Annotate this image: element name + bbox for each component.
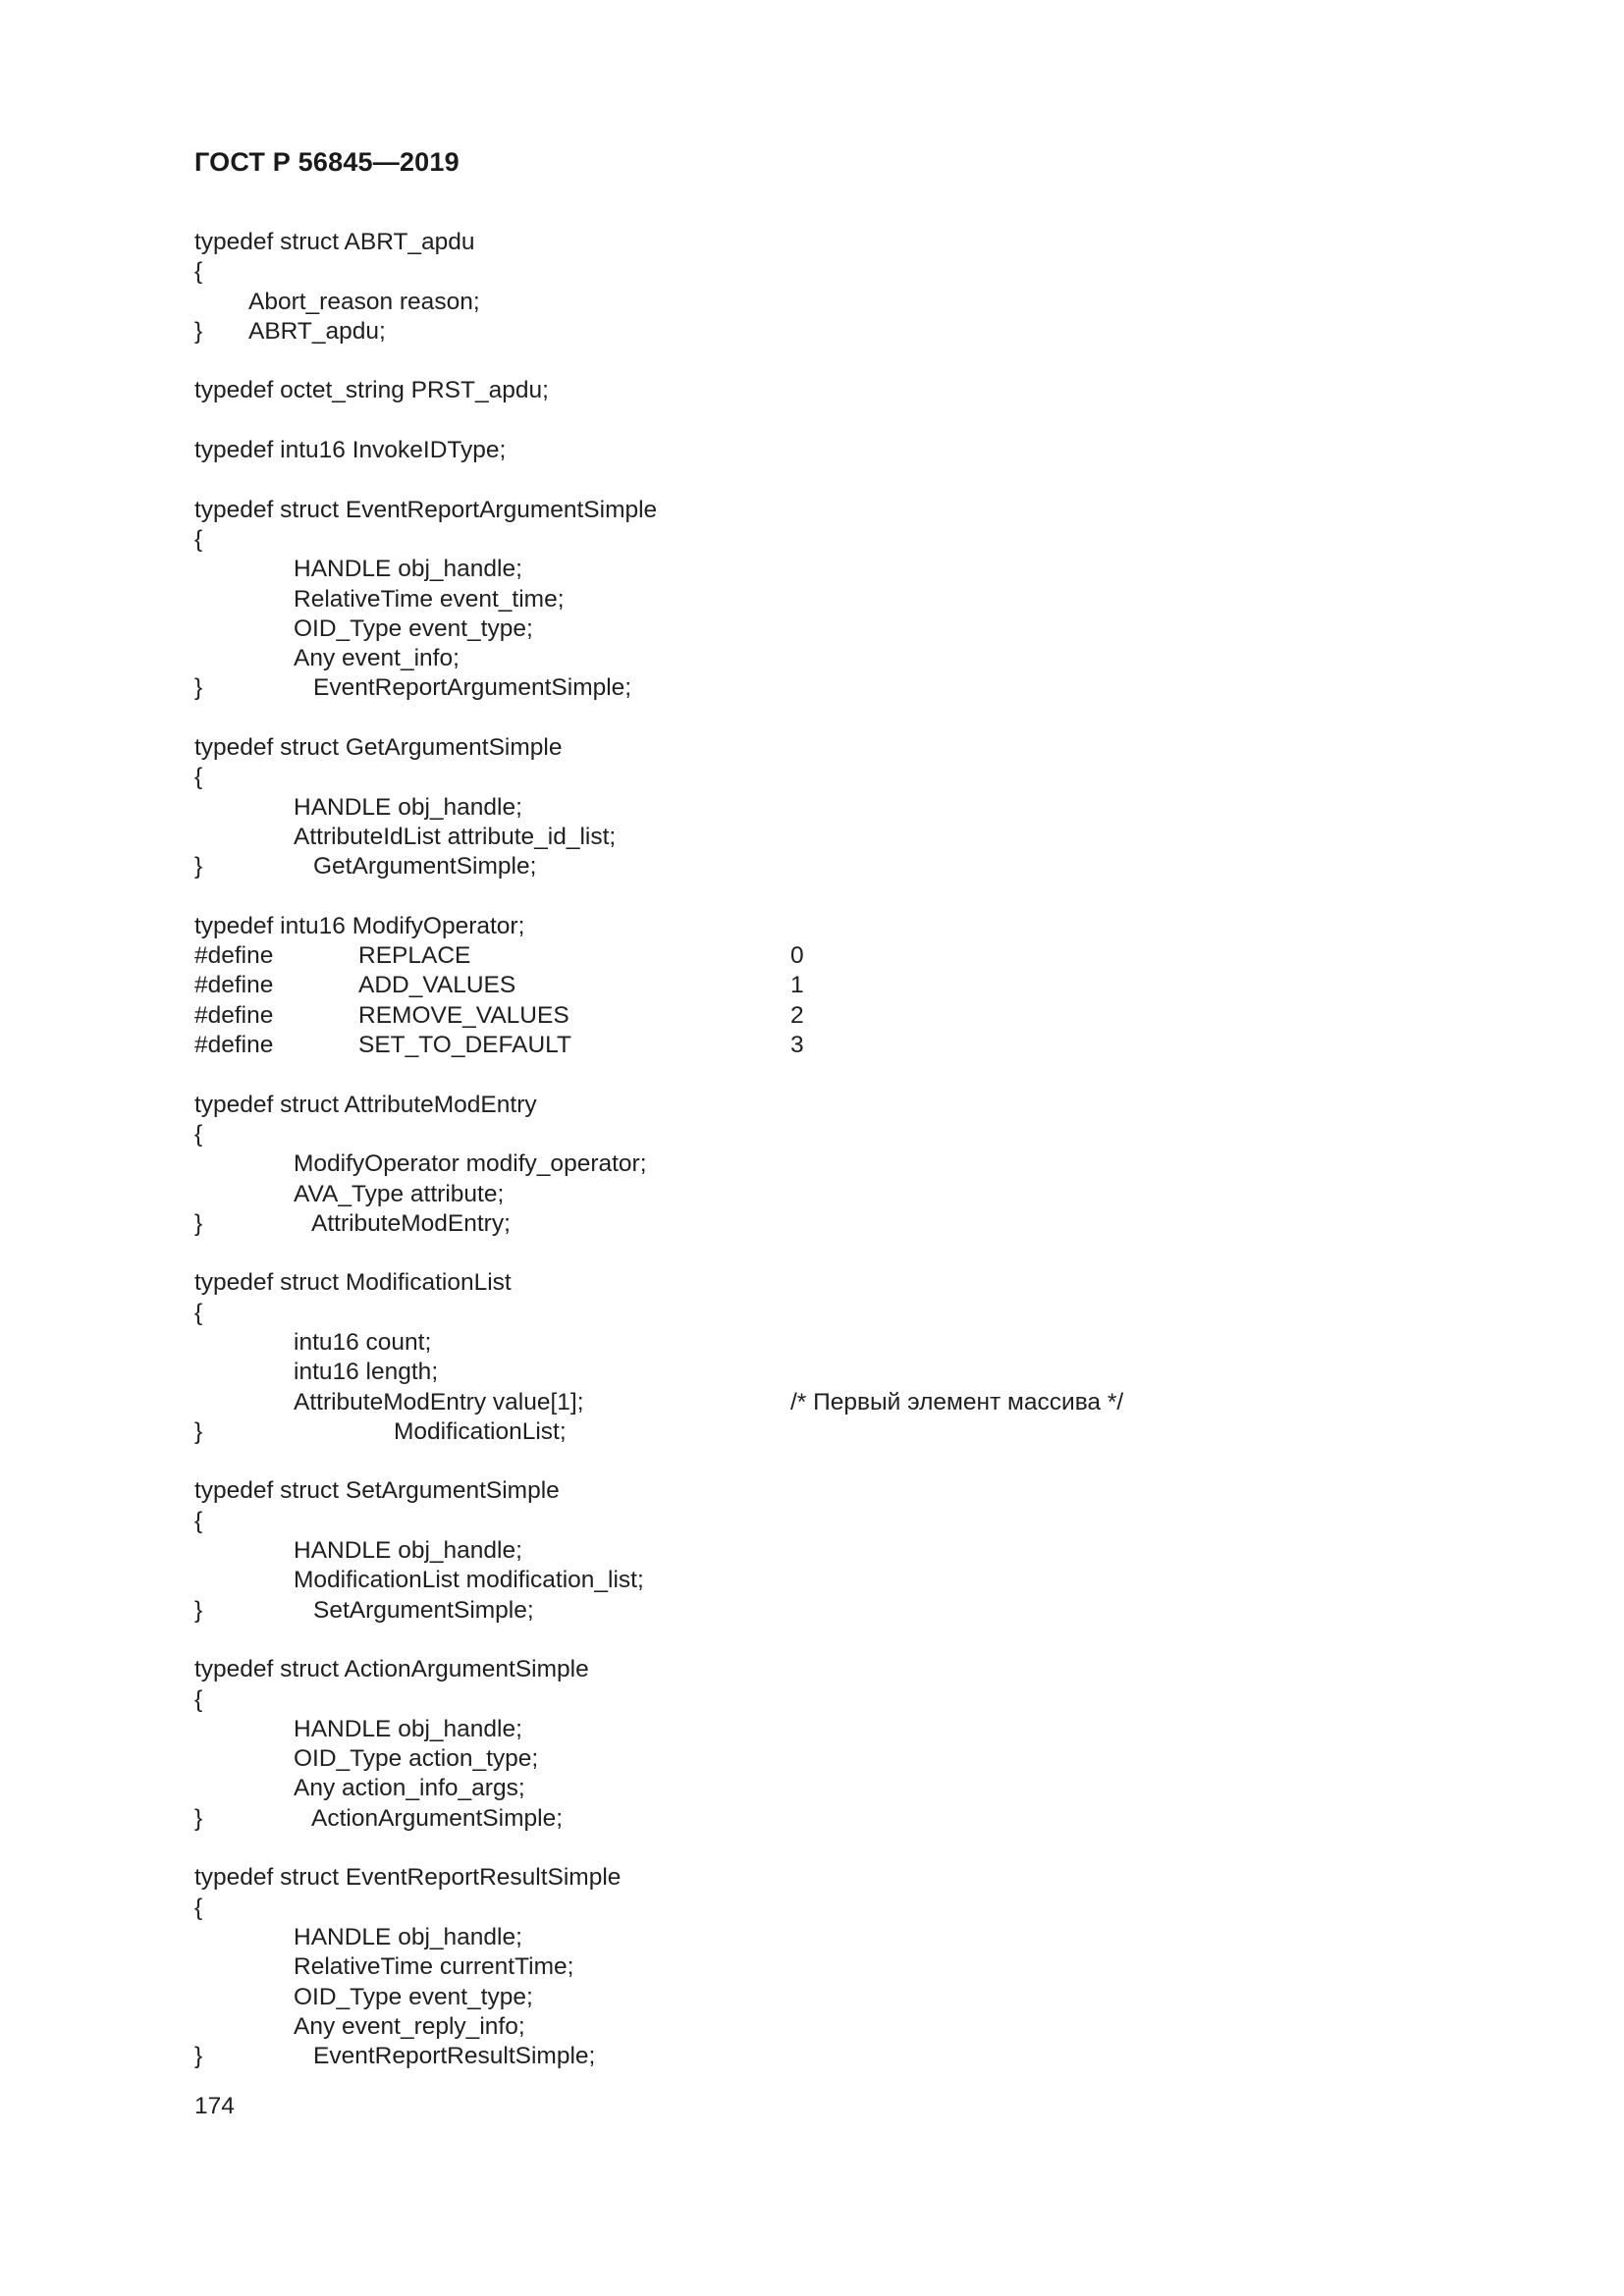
code-line: [194, 436, 1471, 465]
define-value: 0: [790, 942, 804, 970]
open-brace: {: [194, 1894, 203, 1921]
code-line: [194, 823, 1471, 852]
close-brace: }: [194, 2043, 203, 2070]
code-line: [194, 1476, 1471, 1506]
struct-field: Any event_reply_info;: [294, 2012, 525, 2040]
code-line: [194, 1120, 1471, 1149]
code-line: [194, 1091, 1471, 1120]
code-line: [194, 1923, 1471, 1952]
code-line: [194, 1268, 1471, 1298]
struct-field: HANDLE obj_handle;: [294, 1537, 522, 1565]
code-line: [194, 1744, 1471, 1774]
close-brace: }: [194, 1596, 203, 1624]
typedef-invoke-id-type: typedef intu16 InvokeIDType;: [194, 437, 507, 464]
typedef-prst-apdu: typedef octet_string PRST_apdu;: [194, 377, 549, 404]
code-line: [194, 1983, 1471, 2012]
typedef-event-report-result-simple: typedef struct EventReportResultSimple: [194, 1864, 622, 1892]
close-brace: }: [194, 853, 203, 881]
typedef-set-argument-simple: typedef struct SetArgumentSimple: [194, 1477, 560, 1505]
open-brace: {: [194, 1299, 203, 1326]
define-name: ADD_VALUES: [358, 972, 516, 999]
struct-name: ModificationList;: [394, 1417, 567, 1445]
typedef-modify-operator: typedef intu16 ModifyOperator;: [194, 912, 525, 939]
struct-field: AttributeIdList attribute_id_list;: [294, 823, 617, 850]
struct-field: Any action_info_args;: [294, 1775, 525, 1802]
struct-name: ActionArgumentSimple;: [311, 1804, 564, 1832]
struct-field: Any event_info;: [294, 645, 460, 672]
code-line: [194, 257, 1471, 287]
code-line: [194, 376, 1471, 405]
typedef-get-argument-simple: typedef struct GetArgumentSimple: [194, 734, 563, 762]
struct-field: AVA_Type attribute;: [294, 1180, 505, 1207]
define-line: [194, 971, 1471, 1000]
struct-field: OID_Type event_type;: [294, 614, 533, 642]
define-keyword: #define: [194, 972, 274, 999]
close-brace: }: [194, 1417, 203, 1445]
close-brace: }: [194, 1804, 203, 1832]
code-line: [194, 1149, 1471, 1179]
struct-field: HANDLE obj_handle;: [294, 793, 522, 821]
code-line: [194, 1804, 1471, 1834]
code-line: [194, 1952, 1471, 1982]
code-line: [194, 1180, 1471, 1209]
struct-field: Abort_reason reason;: [248, 288, 480, 315]
struct-field: intu16 length;: [294, 1359, 439, 1386]
code-line: [194, 1358, 1471, 1387]
code-line: [194, 1299, 1471, 1328]
code-line: [194, 1863, 1471, 1893]
code-line: [194, 1715, 1471, 1744]
code-line: [194, 228, 1471, 257]
code-line: [194, 912, 1471, 941]
page-number: 174: [194, 2093, 235, 2119]
code-line: [194, 852, 1471, 881]
typedef-attribute-mod-entry: typedef struct AttributeModEntry: [194, 1091, 537, 1118]
typedef-abrt-apdu: typedef struct ABRT_apdu: [194, 229, 475, 255]
close-brace: }: [194, 674, 203, 702]
code-line: [194, 733, 1471, 763]
struct-field: RelativeTime event_time;: [294, 585, 565, 613]
code-line: [194, 1894, 1471, 1923]
open-brace: {: [194, 1120, 203, 1148]
code-line: [194, 2042, 1471, 2071]
code-line: [194, 1774, 1471, 1803]
code-line: [194, 1685, 1471, 1715]
define-value: 1: [790, 972, 804, 999]
define-line: [194, 1031, 1471, 1060]
code-line: [194, 288, 1471, 317]
code-line: [194, 2012, 1471, 2042]
define-value: 2: [790, 1001, 804, 1029]
code-line: [194, 496, 1471, 525]
close-brace: }: [194, 1209, 203, 1237]
define-keyword: #define: [194, 1032, 274, 1059]
code-listing: [194, 228, 1471, 2071]
open-brace: {: [194, 525, 203, 553]
code-line: [194, 555, 1471, 584]
struct-field: AttributeModEntry value[1];: [294, 1388, 584, 1415]
struct-field: HANDLE obj_handle;: [294, 556, 522, 583]
define-line: [194, 941, 1471, 971]
define-value: 3: [790, 1032, 804, 1059]
code-line: [194, 1388, 1471, 1417]
open-brace: {: [194, 258, 203, 286]
struct-name: SetArgumentSimple;: [313, 1596, 534, 1624]
struct-field: OID_Type event_type;: [294, 1983, 533, 2010]
struct-field: ModificationList modification_list;: [294, 1567, 644, 1594]
struct-field: RelativeTime currentTime;: [294, 1953, 574, 1981]
code-line: [194, 1507, 1471, 1536]
struct-name: EventReportResultSimple;: [313, 2043, 596, 2070]
typedef-modification-list: typedef struct ModificationList: [194, 1269, 512, 1297]
code-line: [194, 1655, 1471, 1684]
struct-field: OID_Type action_type;: [294, 1745, 539, 1773]
struct-field: intu16 count;: [294, 1328, 432, 1356]
struct-field: ModifyOperator modify_operator;: [294, 1150, 647, 1178]
code-line: [194, 763, 1471, 792]
code-line: [194, 644, 1471, 673]
define-keyword: #define: [194, 942, 274, 970]
code-line: [194, 585, 1471, 614]
code-line: [194, 1417, 1471, 1447]
standard-code-header: ГОСТ Р 56845—2019: [194, 147, 460, 177]
open-brace: {: [194, 1685, 203, 1713]
code-line: [194, 1209, 1471, 1239]
struct-name: EventReportArgumentSimple;: [313, 674, 632, 702]
struct-field: HANDLE obj_handle;: [294, 1923, 522, 1950]
struct-name: GetArgumentSimple;: [313, 853, 537, 881]
code-line: [194, 1596, 1471, 1626]
code-line: [194, 793, 1471, 823]
code-line: [194, 1328, 1471, 1358]
open-brace: {: [194, 764, 203, 791]
struct-name: ABRT_apdu;: [248, 317, 386, 345]
typedef-event-report-argument-simple: typedef struct EventReportArgumentSimple: [194, 496, 658, 523]
typedef-action-argument-simple: typedef struct ActionArgumentSimple: [194, 1656, 589, 1683]
struct-name: AttributeModEntry;: [311, 1209, 511, 1237]
code-line: [194, 525, 1471, 555]
define-name: REPLACE: [358, 942, 471, 970]
define-name: REMOVE_VALUES: [358, 1001, 569, 1029]
code-line: [194, 673, 1471, 703]
define-keyword: #define: [194, 1001, 274, 1029]
code-line: [194, 614, 1471, 644]
code-comment: /* Первый элемент массива */: [790, 1388, 1124, 1415]
define-line: [194, 1001, 1471, 1031]
code-line: [194, 1536, 1471, 1566]
code-line: [194, 317, 1471, 347]
open-brace: {: [194, 1507, 203, 1534]
code-line: [194, 1566, 1471, 1595]
struct-field: HANDLE obj_handle;: [294, 1715, 522, 1742]
define-name: SET_TO_DEFAULT: [358, 1032, 571, 1059]
close-brace: }: [194, 317, 203, 345]
